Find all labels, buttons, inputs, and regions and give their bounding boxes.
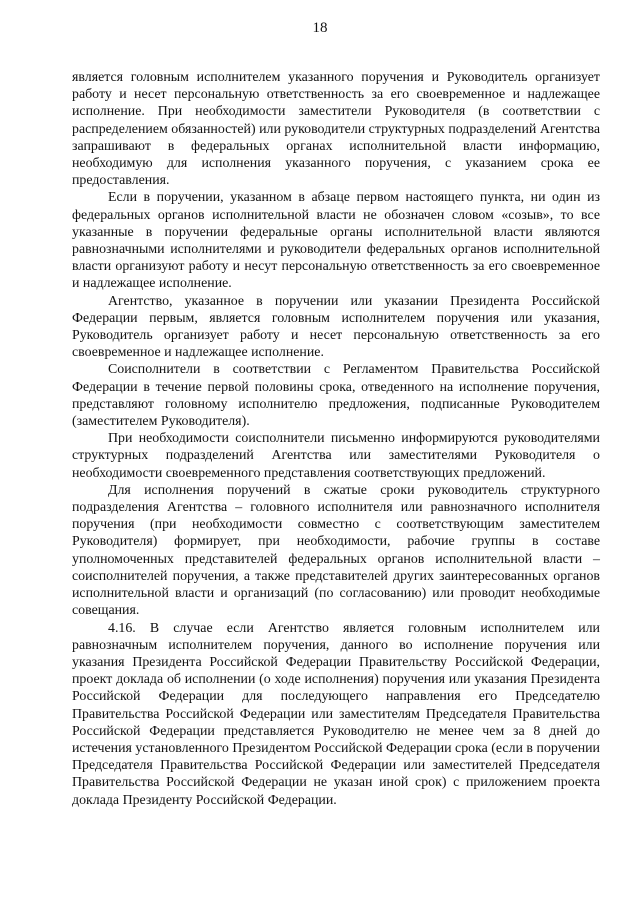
document-body — [72, 69, 600, 809]
paragraph-head-executor: Агентство, указанное в поручении или указании Президента Российской Федерации первым, является головным исполнителем поручения или указания, Руководитель организует работу и несет персональную ответственность за его своевременное и надлежащее исполнение. — [72, 293, 600, 361]
paragraph-working-groups: Для исполнения поручений в сжатые сроки руководитель структурного подразделения Агентства – головного исполнителя или равнозначного исполнителя поручения (при необходимости совместно с соответствующим заместителем Руководителя) формирует, при необходимости, рабочие группы в составе уполномоченных представителей федеральных органов исполнительной власти – соисполнителей поручения, а также представителей других заинтересованных органов исполнительной власти и организаций (по согласованию) или проводит необходимые совещания. — [72, 482, 600, 619]
paragraph-continuation: является головным исполнителем указанного поручения и Руководитель организует работу и несет персональную ответственность за его своевременное и надлежащее исполнение. При необходимости заместители Руководителя (в соответствии с распределением обязанностей) или руководители структурных подразделений Агентства запрашивают в федеральных органах исполнительной власти информацию, необходимую для исполнения указанного поручения, с указанием срока ее предоставления. — [72, 70, 600, 189]
paragraph-notification: При необходимости соисполнители письменно информируются руководителями структурных подразделений Агентства или заместителями Руководителя о необходимости своевременного представления соответствующих предложений. — [72, 431, 600, 481]
paragraph-section-4-16: 4.16. В случае если Агентство является головным исполнителем или равнозначным исполнителем поручения, данного во исполнение поручения или указания Президента Российской Федерации Правительству Российской Федерации, проект доклада об исполнении (о ходе исполнения) поручения или указания Президента Российской Федерации для последующего направления его Председателю Правительства Российской Федерации или заместителям Председателя Правительства Российской Федерации представляется Руководителю не менее чем за 8 дней до истечения установленного Президентом Российской Федерации срока (если в поручении Председателя Правительства Российской Федерации или заместителей Председателя Правительства Российской Федерации не указан иной срок) с приложением проекта доклада Президенту Российской Федерации. — [72, 620, 600, 808]
paragraph-co-executors: Соисполнители в соответствии с Регламентом Правительства Российской Федерации в течение первой половины срока, отведенного на исполнение поручения, представляют головному исполнителю предложения, подписанные Руководителем (заместителем Руководителя). — [72, 362, 600, 430]
page-number: 18 — [312, 20, 328, 36]
paragraph-sozyv-rule: Если в поручении, указанном в абзаце первом настоящего пункта, ни один из федеральных органов исполнительной власти не обозначен словом «созыв», то все указанные в поручении федеральные органы исполнительной власти являются равнозначными исполнителями и руководители федеральных органов исполнительной власти организуют работу и несут персональную ответственность за его своевременное и надлежащее исполнение. — [72, 190, 600, 292]
